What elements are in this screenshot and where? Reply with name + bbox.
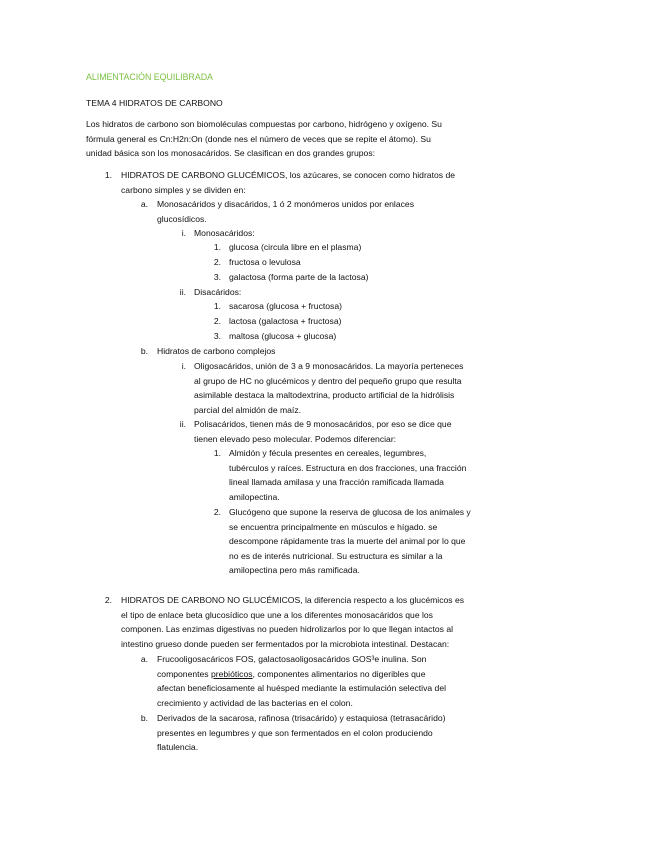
list-item: lactosa (galactosa + fructosa) (229, 316, 342, 326)
list-item-monosacaridos: Monosacáridos: (194, 228, 255, 238)
list-marker: i. (181, 361, 186, 371)
list-item: sacarosa (glucosa + fructosa) (229, 301, 342, 311)
list-marker: a. (140, 199, 148, 209)
list-marker: 2. (213, 316, 221, 326)
list-marker: i. (181, 228, 186, 238)
intro-paragraph (86, 117, 442, 161)
intro-line: fórmula general es Cn:H2n:On (donde nes el número de veces que se repite el átomo). Su (86, 133, 431, 144)
prebioticos-link[interactable]: prebióticos (210, 668, 253, 679)
list-item-fos: Frucooligosacáricos FOS, galactosaoligosacáridos GOS³e inulina. Son componentes prebióticos, componentes alimentarios no digeribles que afectan beneficiosamente al huésped mediante la estimulación selectiva del crecimiento y actividad de las bacterias en el colon. (157, 654, 447, 708)
list-item: fructosa o levulosa (229, 257, 301, 267)
list-marker: 3. (213, 331, 221, 341)
list-item: maltosa (glucosa + glucosa) (229, 331, 337, 341)
list-item-almidon: Almidón y fécula presentes en cereales, legumbres, tubérculos y raíces. Estructura en dos fracciones, una fracción lineal llamada amilasa y una fracción ramificada llamada amilopectina. (229, 448, 467, 502)
list-marker: a. (140, 654, 148, 664)
list-marker: 1. (213, 301, 221, 311)
section-title: TEMA 4 HIDRATOS DE CARBONO (86, 98, 223, 108)
list-marker: 1. (104, 170, 112, 180)
list-marker: 1. (213, 242, 221, 252)
list-item-complejos: Hidratos de carbono complejos (157, 346, 276, 356)
list-marker: ii. (179, 419, 186, 429)
intro-line: Los hidratos de carbono son biomoléculas compuestas por carbono, hidrógeno y oxígeno. Su (86, 119, 442, 129)
list-item-mono-di: Monosacáridos y disacáridos, 1 ó 2 monómeros unidos por enlaces glucosídicos. (157, 199, 414, 224)
list-marker: 2. (213, 507, 221, 517)
list-marker: 3. (213, 272, 221, 282)
list-marker: ii. (179, 287, 186, 297)
intro-line: unidad básica son los monosacáridos. Se clasifican en dos grandes grupos: (86, 148, 376, 159)
list-marker: b. (140, 346, 148, 356)
list-item-polisacaridos: Polisacáridos, tienen más de 9 monosacáridos, por eso se dice que tienen elevado peso molecular. Podemos diferenciar: (194, 419, 452, 444)
list-item: galactosa (forma parte de la lactosa) (229, 272, 369, 282)
document-kicker: ALIMENTACIÓN EQUILIBRADA (86, 72, 213, 82)
list-item-glucemicos: HIDRATOS DE CARBONO GLUCÉMICOS, los azúcares, se conocen como hidratos de carbono simples y se dividen en: (121, 170, 455, 195)
list-marker: 2. (104, 595, 112, 605)
list-item-no-glucemicos: HIDRATOS DE CARBONO NO GLUCÉMICOS, la diferencia respecto a los glucémicos es el tipo de enlace beta glucosídico que une a los diferentes monosacáridos que los componen. Las enzimas digestivas no pueden hidrolizarlos por lo que llegan intactos al intestino grueso donde pueden ser fermentados por la microbiota intestinal. Destacan: (121, 595, 465, 649)
list-item: glucosa (circula libre en el plasma) (229, 242, 362, 252)
list-item-oligosacaridos: Oligosacáridos, unión de 3 a 9 monosacáridos. La mayoría perteneces al grupo de HC no glucémicos y dentro del pequeño grupo que resulta asimilable destaca la maltodextrina, producto artificial de la hidrólisis parcial del almidón de maíz. (194, 361, 464, 415)
list-marker: b. (140, 713, 148, 723)
list-item-disacaridos: Disacáridos: (194, 287, 242, 297)
list-marker: 1. (213, 448, 221, 458)
list-marker: 2. (213, 257, 221, 267)
list-item-glucogeno: Glucógeno que supone la reserva de glucosa de los animales y se encuentra principalmente en músculos e hígado. se descompone rápidamente tras la muerte del animal por lo que no es de interés nutricional. Su estructura es similar a la amilopectina pero más ramificada. (229, 507, 471, 576)
list-item-sacarosa: Derivados de la sacarosa, rafinosa (trisacárido) y estaquiosa (tetrasacárido) presentes en legumbres y que son fermentados en el colon produciendo flatulencia. (157, 713, 446, 753)
